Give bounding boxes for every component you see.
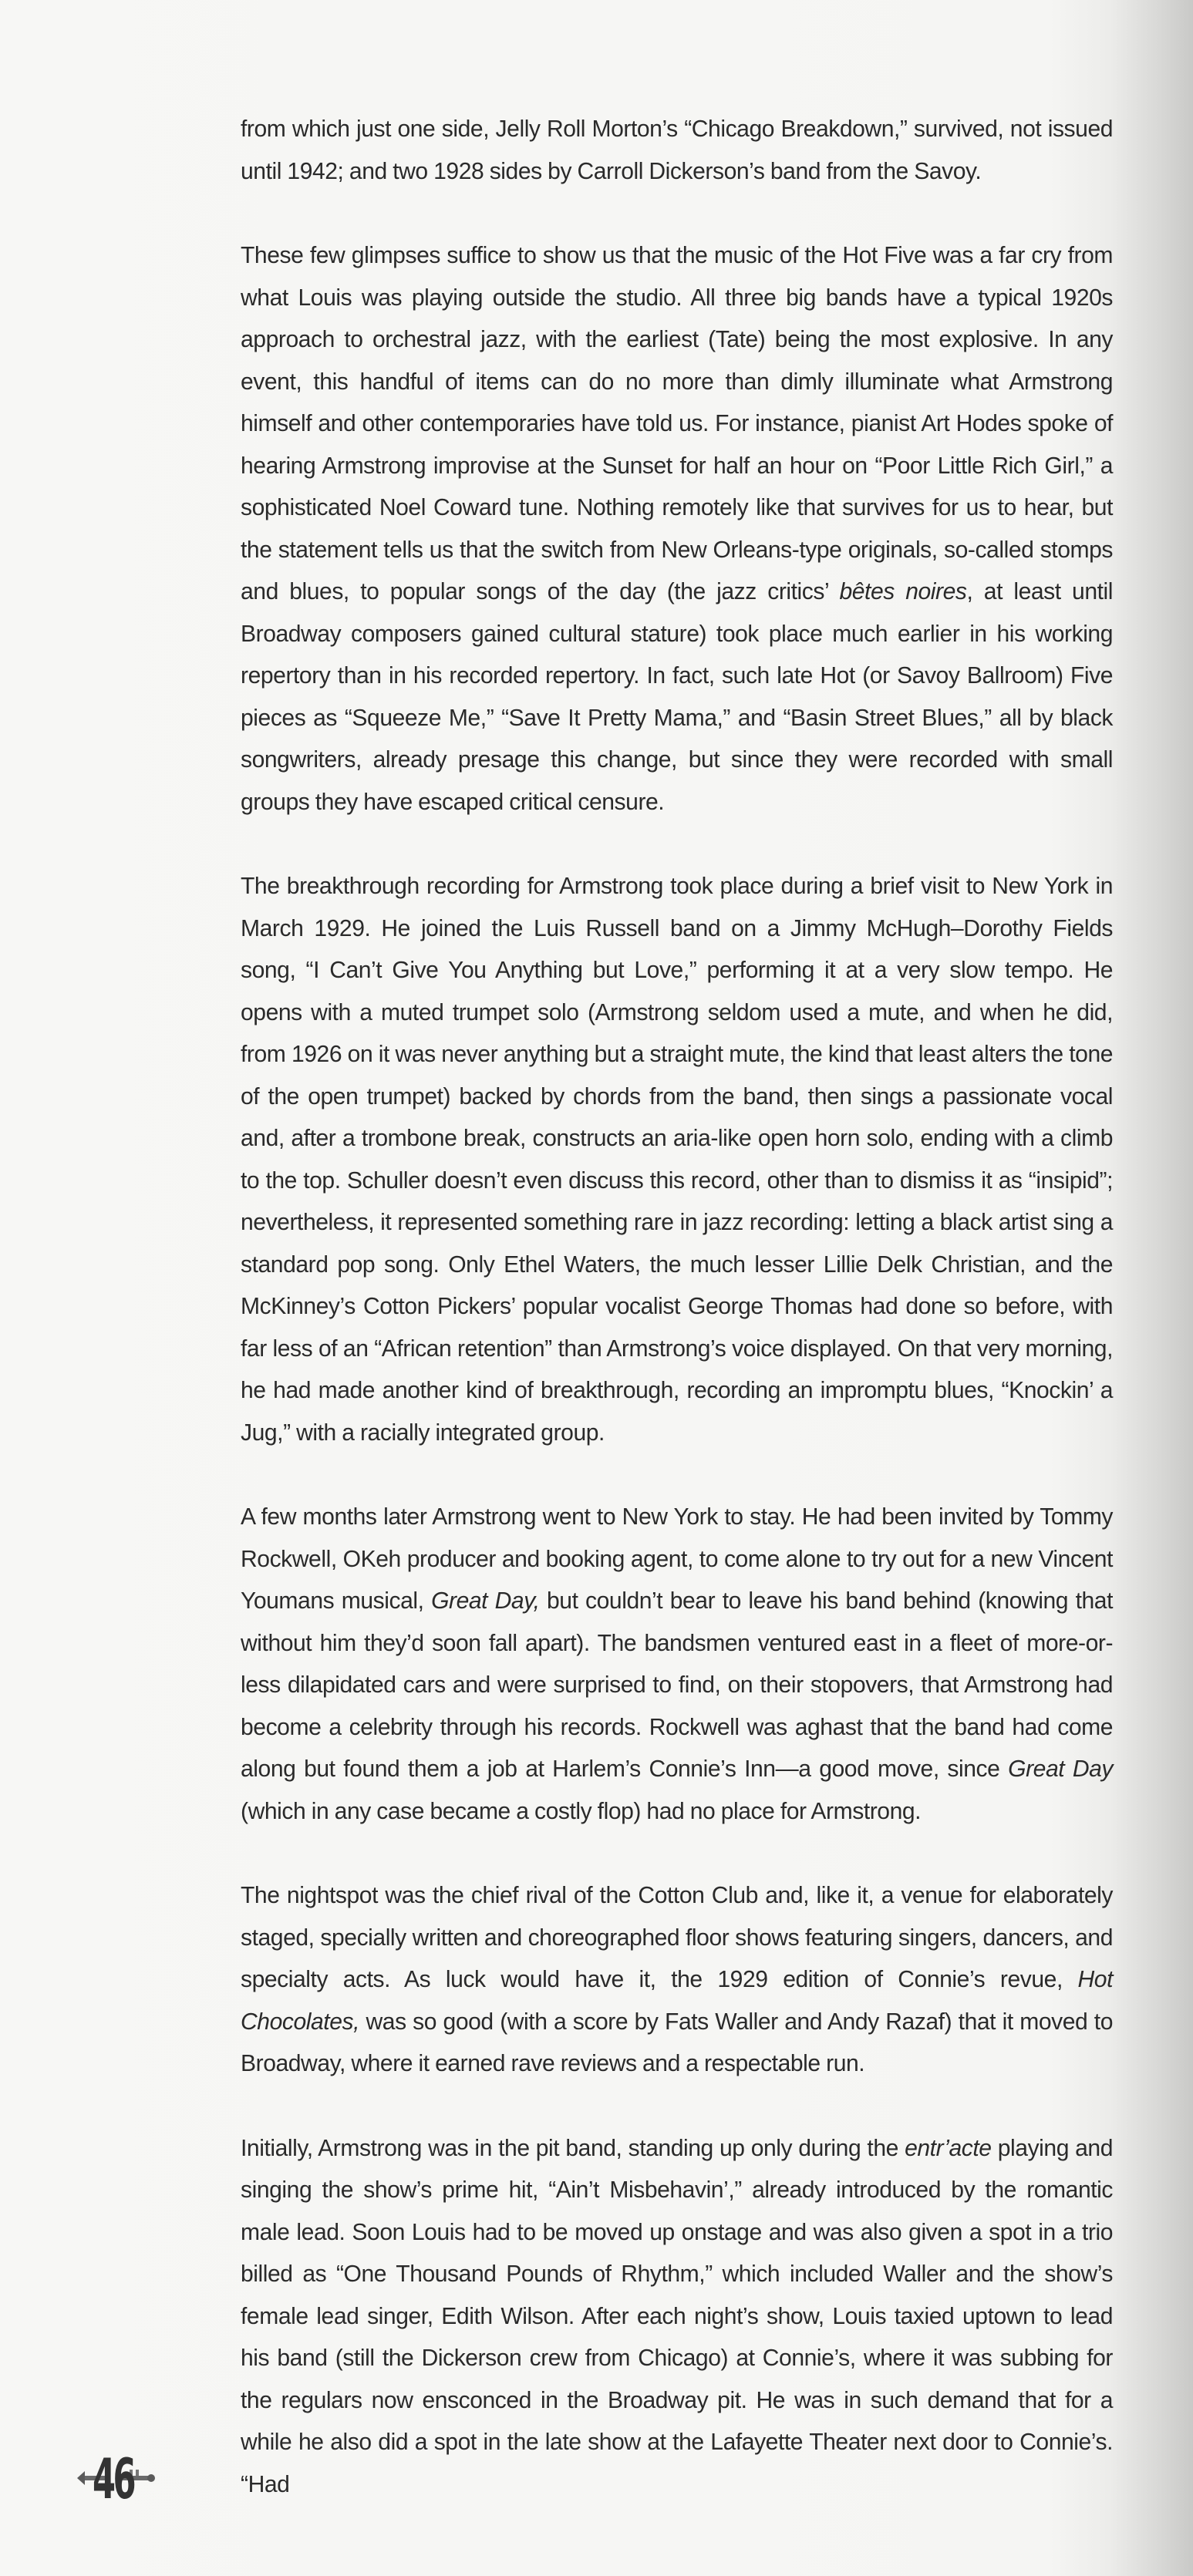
text-run: , at least until Broadway composers gained cultural stature) took place much earlier in his working repertory than in his recorded repertory. In fact, such late Hot (or Savoy Ballroom) Five pieces as “Squeeze Me,” “Save It Pretty Mama,” and “Basin Street Blues,” all by black songwriters, already presage this change, but since they were recorded with small groups they have escaped critical censure.: [241, 577, 1114, 815]
paragraph: [241, 108, 1113, 192]
text-run: but couldn’t bear to leave his band behind (knowing that without him they’d soon fall apart). The bandsmen ventured east in a fleet of more-or-less dilapidated cars and were surprised to find, on their stopovers, that Armstrong had become a celebrity through his records. Rockwell was aghast that the band had come along but found them a job at Harlem’s Connie’s Inn—a good move, since: [241, 1587, 1114, 1782]
page-number: 46: [93, 2446, 133, 2511]
italic-title: Great Day,: [431, 1587, 540, 1614]
page-folio: [74, 2444, 159, 2514]
text-run: Initially, Armstrong was in the pit band, standing up only during the: [241, 2133, 905, 2161]
text-run: playing and singing the show’s prime hit, “Ain’t Misbehavin’,” already introduced by the romantic male lead. Soon Louis had to be moved up onstage and was also given a spot in a trio billed as “One Thousand Pounds of Rhythm,” which included Waller and the show’s female lead singer, Edith Wilson. After each night’s show, Louis taxied uptown to lead his band (still the Dickerson crew from Chicago) at Connie’s, where it was subbing for the regulars now ensconced in the Broadway pit. He was in such demand that for a while he also did a spot in the late show at the Lafayette Theater next door to Connie’s. “Had: [241, 2133, 1114, 2497]
paragraph: [241, 1874, 1113, 2085]
text-run: A few months later Armstrong went to New York to stay. He had been invited by Tommy Rockwell, OKeh producer and booking agent, to come alone to try out for a new Vincent Youmans musical,: [241, 1503, 1114, 1614]
paragraph: [241, 2127, 1113, 2506]
text-run: These few glimpses suffice to show us that the music of the Hot Five was a far cry from what Louis was playing outside the studio. All three big bands have a typical 1920s approach to orchestral jazz, with the earliest (Tate) being the most explosive. In any event, this handful of items can do no more than dimly illuminate what Armstrong himself and other contemporaries have told us. For instance, pianist Art Hodes spoke of hearing Armstrong improvise at the Sunset for half an hour on “Poor Little Rich Girl,” a sophisticated Noel Coward tune. Nothing remotely like that survives for us to hear, but the statement tells us that the switch from New Orleans-type originals, so-called stomps and blues, to popular songs of the day (the jazz critics’: [241, 241, 1114, 604]
italic-title: bêtes noires: [839, 577, 967, 604]
text-run: from which just one side, Jelly Roll Morton’s “Chicago Breakdown,” survived, not issued until 1942; and two 1928 sides by Carroll Dickerson’s band from the Savoy.: [241, 115, 1114, 184]
paragraph: [241, 1496, 1113, 1832]
italic-title: entr’acte: [905, 2133, 992, 2161]
text-run: The nightspot was the chief rival of the Cotton Club and, like it, a venue for elaborately staged, specially written and choreographed floor shows featuring singers, dancers, and specialty acts. As luck would have it, the 1929 edition of Connie’s revue,: [241, 1881, 1114, 1992]
italic-title: Hot Chocolates,: [241, 1965, 1114, 2035]
paragraph: [241, 234, 1113, 823]
text-run: (which in any case became a costly flop) had no place for Armstrong.: [241, 1796, 922, 1824]
text-run: was so good (with a score by Fats Waller and Andy Razaf) that it moved to Broadway, where it earned rave reviews and a respectable run.: [241, 2007, 1114, 2076]
italic-title: Great Day: [1008, 1755, 1114, 1782]
paragraph: [241, 865, 1113, 1453]
text-run: The breakthrough recording for Armstrong took place during a brief visit to New York in March 1929. He joined the Luis Russell band on a Jimmy McHugh–Dorothy Fields song, “I Can’t Give You Anything but Love,” performing it at a very slow tempo. He opens with a muted trumpet solo (Armstrong seldom used a mute, and when he did, from 1926 on it was never anything but a straight mute, the kind that least alters the tone of the open trumpet) backed by chords from the band, then sings a passionate vocal and, after a trombone break, constructs an aria-like open horn solo, ending with a climb to the top. Schuller doesn’t even discuss this record, other than to dismiss it as “insipid”; nevertheless, it represented something rare in jazz recording: letting a black artist sing a standard pop song. Only Ethel Waters, the much lesser Lillie Delk Christian, and the McKinney’s Cotton Pickers’ popular vocalist George Thomas had done so before, with far less of an “African retention” than Armstrong’s voice displayed. On that very morning, he had made another kind of breakthrough, recording an impromptu blues, “Knockin’ a Jug,” with a racially integrated group.: [241, 872, 1114, 1446]
body-text: [241, 108, 1140, 2547]
